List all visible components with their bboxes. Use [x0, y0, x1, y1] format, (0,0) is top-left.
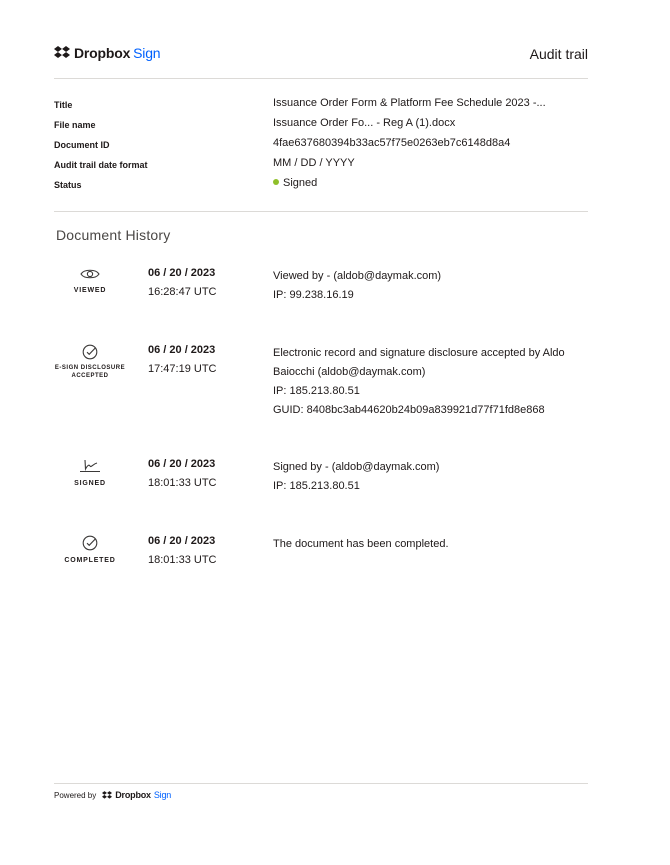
- event-tag: VIEWED: [73, 287, 107, 294]
- brand-name: Dropbox: [74, 45, 131, 61]
- event-tag-line: ACCEPTED: [71, 373, 109, 379]
- powered-by-label: Powered by: [54, 790, 97, 800]
- meta-row-status: [54, 177, 588, 197]
- status-badge: Signed: [283, 177, 318, 189]
- meta-value: Issuance Order Fo... - Reg A (1).docx: [273, 117, 456, 129]
- status-dot-icon: [273, 179, 279, 185]
- footer-brand-wordmark: [115, 790, 171, 800]
- meta-label: File name: [54, 120, 96, 130]
- meta-value: 4fae637680394b33ac57f75e0263eb7c6148d8a4: [273, 137, 511, 149]
- meta-label: Title: [54, 100, 73, 110]
- event-tag: COMPLETED: [64, 557, 116, 564]
- status-value: [273, 177, 317, 189]
- signature-icon: [79, 458, 101, 474]
- eye-icon: [80, 267, 100, 281]
- event-description: [273, 344, 588, 420]
- meta-row-file-name: [54, 117, 588, 137]
- dropbox-logo-icon: [102, 791, 112, 800]
- event-date: 06 / 20 / 2023: [148, 344, 216, 356]
- event-icon-group: [54, 267, 126, 295]
- document-metadata: [54, 97, 588, 197]
- page-title: Audit trail: [529, 46, 588, 62]
- check-circle-icon: [82, 344, 98, 360]
- event-line: IP: 185.213.80.51: [273, 385, 360, 397]
- event-description: [273, 458, 588, 496]
- metadata-divider: [54, 211, 588, 212]
- event-time: 17:47:19 UTC: [148, 363, 217, 375]
- meta-value: MM / DD / YYYY: [273, 157, 355, 169]
- document-history-title: Document History: [56, 227, 171, 243]
- meta-row-document-id: [54, 137, 588, 157]
- brand-wordmark: [74, 45, 160, 61]
- meta-label: Status: [54, 180, 82, 190]
- dropbox-sign-logo: [54, 45, 160, 61]
- brand-name: Dropbox: [115, 790, 151, 800]
- dropbox-logo-icon: [54, 46, 70, 60]
- brand-sign: Sign: [153, 790, 172, 800]
- event-line: Baiocchi (aldob@daymak.com): [273, 366, 426, 378]
- event-time: 18:01:33 UTC: [148, 477, 217, 489]
- event-time: 18:01:33 UTC: [148, 554, 217, 566]
- event-tag: SIGNED: [74, 480, 106, 487]
- meta-label: Document ID: [54, 140, 110, 150]
- event-line: The document has been completed.: [273, 538, 449, 550]
- event-date: 06 / 20 / 2023: [148, 458, 216, 470]
- header-divider: [54, 78, 588, 79]
- event-line: Viewed by - (aldob@daymak.com): [273, 270, 442, 282]
- event-line: IP: 99.238.16.19: [273, 289, 354, 301]
- event-date: 06 / 20 / 2023: [148, 267, 216, 279]
- event-description: [273, 535, 588, 554]
- meta-row-title: [54, 97, 588, 117]
- event-description: [273, 267, 588, 305]
- event-line: GUID: 8408bc3ab44620b24b09a839921d77f71fd8e868: [273, 404, 545, 416]
- event-icon-group: [54, 535, 126, 565]
- event-tag: [54, 364, 126, 380]
- event-icon-group: [54, 458, 126, 488]
- footer: [54, 790, 171, 800]
- brand-sign: Sign: [133, 45, 161, 61]
- event-time: 16:28:47 UTC: [148, 286, 217, 298]
- meta-row-date-format: [54, 157, 588, 177]
- check-circle-icon: [82, 535, 98, 551]
- event-line: IP: 185.213.80.51: [273, 480, 360, 492]
- event-tag-line: E-SIGN DISCLOSURE: [54, 365, 126, 371]
- footer-divider: [54, 783, 588, 784]
- meta-value: Issuance Order Form & Platform Fee Schedule 2023 -...: [273, 97, 546, 109]
- event-date: 06 / 20 / 2023: [148, 535, 216, 547]
- event-line: Signed by - (aldob@daymak.com): [273, 461, 440, 473]
- event-icon-group: [54, 344, 126, 380]
- meta-label: Audit trail date format: [54, 160, 148, 170]
- event-line: Electronic record and signature disclosure accepted by Aldo: [273, 347, 565, 359]
